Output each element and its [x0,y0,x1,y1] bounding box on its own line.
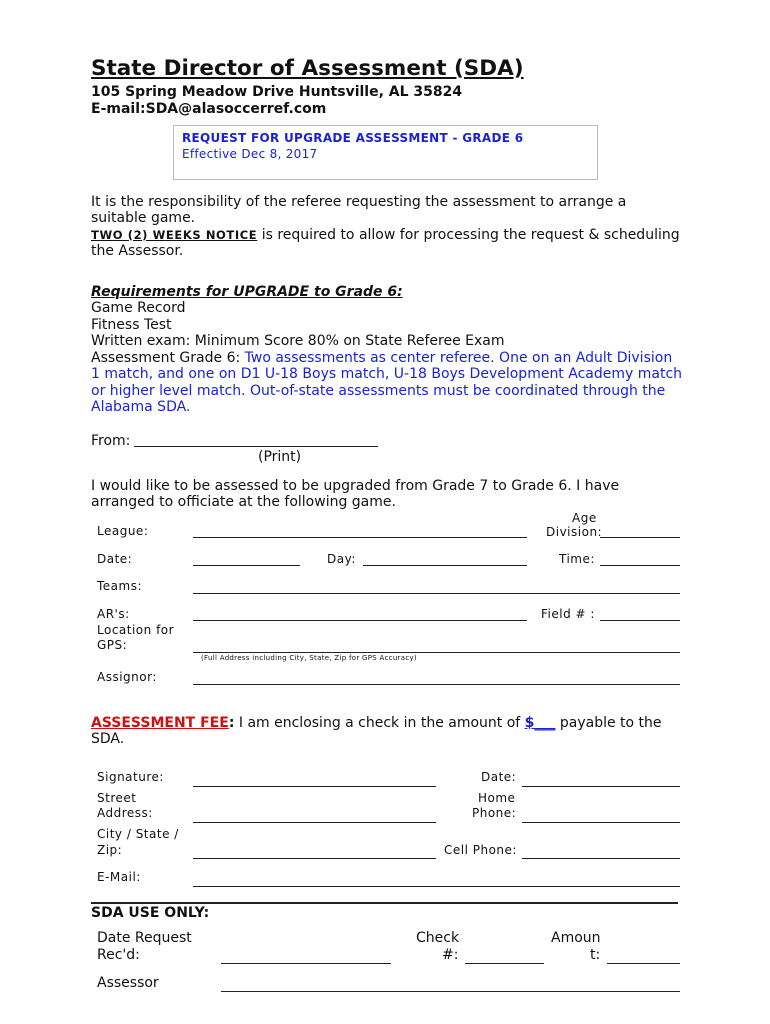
home-phone-label-2: Phone: [472,806,517,820]
amount-label-2: t: [590,947,601,963]
assessment-label: Assessment Grade 6: [91,350,245,366]
assessment-detail-1: Two assessments as center referee. One on an Adult Division [244,350,673,366]
location-label-1: Location for [97,623,175,637]
date-request-label-1: Date Request [97,930,192,946]
check-label-1: Check [416,930,460,946]
city-label-2: Zip: [97,843,123,857]
notice-line [91,227,680,244]
from-input-line[interactable] [134,446,378,447]
league-label: League: [97,524,149,538]
check-label-2: #: [442,947,459,963]
home-phone-field[interactable] [522,822,680,823]
cell-phone-field[interactable] [522,858,680,859]
teams-label: Teams: [97,579,143,593]
street-label-1: Street [97,791,137,805]
email-address: E-mail:SDA@alasoccerref.com [91,101,327,117]
location-field[interactable] [193,652,680,653]
notice-line-2: the Assessor. [91,243,184,259]
day-label: Day: [327,552,356,566]
city-state-zip-field[interactable] [193,858,436,859]
location-label-2: GPS: [97,638,128,652]
intro-line-2: suitable game. [91,210,196,226]
requirement-written-exam: Written exam: Minimum Score 80% on State Referee Exam [91,333,505,349]
statement-line-1: I would like to be assessed to be upgraded from Grade 7 to Grade 6. I have [91,478,620,494]
field-number-field[interactable] [600,620,680,621]
assessor-label: Assessor [97,975,159,991]
print-hint: (Print) [258,449,302,465]
ars-label: AR's: [97,607,130,621]
section-divider [91,902,678,904]
notice-text: is required to allow for processing the request & scheduling [257,227,680,243]
notice-box [173,125,598,180]
age-label-2: Division: [546,525,603,539]
notice-effective-date: Effective Dec 8, 2017 [182,147,318,161]
from-label: From: [91,433,131,449]
fee-line-2: SDA. [91,731,125,747]
street-label-2: Address: [97,806,153,820]
day-field[interactable] [363,565,527,566]
time-field[interactable] [600,565,680,566]
fee-line [91,715,662,732]
time-label: Time: [559,552,595,566]
league-field[interactable] [193,537,527,538]
assessment-detail-2: 1 match, and one on D1 U-18 Boys match, U-18 Boys Development Academy match [91,366,683,382]
date-request-field[interactable] [221,963,391,964]
street-address-field[interactable] [193,822,436,823]
signature-label: Signature: [97,770,164,784]
applicant-email-field[interactable] [193,886,680,887]
address: 105 Spring Meadow Drive Huntsville, AL 35824 [91,84,463,100]
date-request-label-2: Rec'd: [97,947,140,963]
requirement-game-record: Game Record [91,300,186,316]
assessment-detail-3: or higher level match. Out-of-state assessments must be coordinated through the [91,383,666,399]
notice-title: REQUEST FOR UPGRADE ASSESSMENT - GRADE 6 [182,131,524,145]
page-title: State Director of Assessment (SDA) [91,56,524,81]
requirement-assessment [91,350,672,367]
field-number-label: Field # : [541,607,595,621]
applicant-date-field[interactable] [522,786,680,787]
check-number-field[interactable] [465,963,544,964]
city-label-1: City / State / [97,827,179,841]
teams-field[interactable] [193,593,680,594]
date-label: Date: [97,552,133,566]
amount-field[interactable] [607,963,680,964]
applicant-email-label: E-Mail: [97,870,141,884]
applicant-date-label: Date: [481,770,517,784]
statement-line-2: arranged to officiate at the following game. [91,494,396,510]
fee-colon: : [228,715,235,731]
ars-field[interactable] [193,620,527,621]
assignor-label: Assignor: [97,670,157,684]
intro-line-1: It is the responsibility of the referee requesting the assessment to arrange a [91,194,627,210]
age-division-field[interactable] [600,537,680,538]
age-label-1: Age [572,511,597,525]
cell-phone-label: Cell Phone: [444,843,517,857]
assignor-field[interactable] [193,684,680,685]
assessment-fee-label: ASSESSMENT FEE [91,715,229,731]
date-field[interactable] [193,565,300,566]
requirements-heading: Requirements for UPGRADE to Grade 6: [91,284,403,300]
location-hint: (Full Address including City, State, Zip for GPS Accuracy) [201,654,417,662]
fee-text-1: I am enclosing a check in the amount of [234,715,525,731]
sda-use-only-heading: SDA USE ONLY: [91,905,210,921]
home-phone-label-1: Home [478,791,516,805]
assessor-field[interactable] [221,991,680,992]
amount-label-1: Amoun [551,930,601,946]
fee-amount: $___ [524,715,556,731]
two-weeks-notice: TWO (2) WEEKS NOTICE [91,228,258,242]
assessment-detail-4: Alabama SDA. [91,399,191,415]
requirement-fitness-test: Fitness Test [91,317,172,333]
signature-field[interactable] [193,786,436,787]
fee-text-2: payable to the [555,715,662,731]
